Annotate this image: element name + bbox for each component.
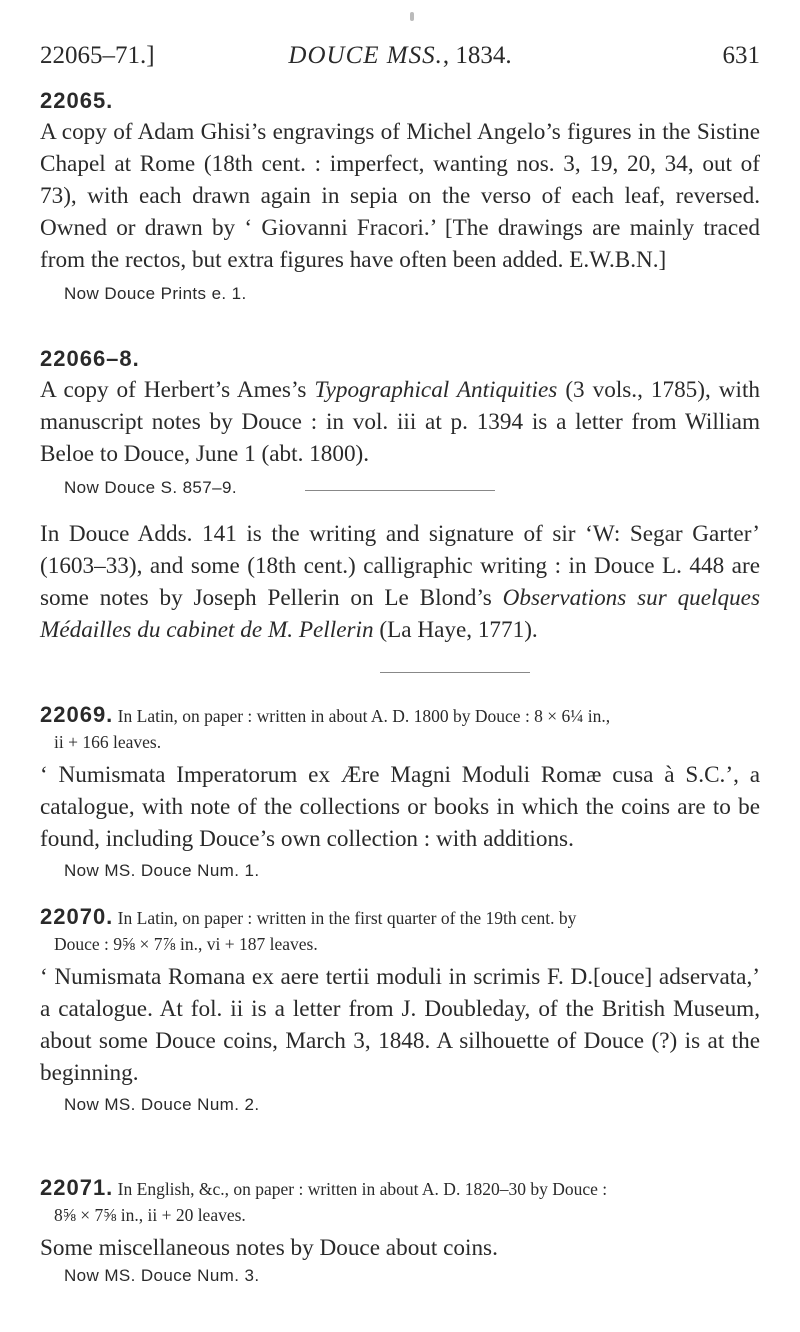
- entry-text: ‘ Numismata Romana ex aere tertii moduli in scrimis F. D.[ouce] adservata,’ a catalogue. At fol. ii is a letter from J. Doubleday, of the British Museum, about some Douce coins, March 3, 1848. A silhouette of Douce (?) is at the beginning.: [40, 964, 760, 1086]
- entry-22069: [40, 702, 760, 881]
- entry-number: 22071.: [40, 1175, 114, 1200]
- shelfmark: Now MS. Douce Num. 2.: [64, 1095, 260, 1114]
- entry-22065: [40, 88, 760, 304]
- desc-line-2: 8⅝ × 7⅝ in., ii + 20 leaves.: [54, 1205, 246, 1225]
- entry-text-before: A copy of Herbert’s Ames’s: [40, 377, 315, 403]
- entry-number: 22069.: [40, 702, 114, 727]
- header-title: [40, 42, 760, 70]
- note-after: (La Haye, 1771).: [373, 617, 538, 643]
- entry-number: 22070.: [40, 904, 114, 929]
- divider-rule: [380, 672, 530, 673]
- entry-22070: [40, 904, 760, 1115]
- shelfmark: Now MS. Douce Num. 3.: [64, 1266, 260, 1285]
- entry-text: [40, 374, 760, 470]
- desc-line-1: In Latin, on paper : written in about A. D. 1800 by Douce : 8 × 6¼ in.,: [117, 706, 611, 726]
- header-title-italic: DOUCE MSS.: [288, 42, 443, 69]
- entry-text-italic: Typographical Antiquities: [314, 377, 558, 403]
- entry-text: Some miscellaneous notes by Douce about coins.: [40, 1235, 498, 1261]
- entry-text: ‘ Numismata Imperatorum ex Ære Magni Moduli Romæ cusa à S.C.’, a catalogue, with note of the collections or books in which the coins are to be found, including Douce’s own collection : with additions.: [40, 762, 760, 852]
- desc-line-1: In Latin, on paper : written in the first quarter of the 19th cent. by: [117, 908, 577, 928]
- header-page-number: 631: [722, 42, 760, 69]
- divider-rule: [305, 490, 495, 491]
- desc-line-2: Douce : 9⅝ × 7⅞ in., vi + 187 leaves.: [54, 934, 318, 954]
- entry-22066-8: [40, 346, 760, 498]
- header-year: , 1834.: [442, 42, 512, 69]
- entry-description: [40, 702, 760, 729]
- entry-text-after: (3 vols., 1785), with manuscript notes by Douce : in vol. iii at p. 1394 is a letter from William Beloe to Douce, June 1 (abt. 1800).: [40, 377, 760, 467]
- entry-22071: [40, 1175, 760, 1286]
- note-text: [40, 518, 760, 646]
- shelfmark: Now MS. Douce Num. 1.: [64, 861, 260, 880]
- header-range: 22065–71.]: [40, 42, 155, 69]
- note-before: In Douce Adds. 141 is the writing and signature of sir ‘W: Segar Garter’ (1603–33), and some (18th cent.) calligraphic writing : in Douce L. 448 are some notes by Joseph Pellerin on Le Blond’s: [40, 521, 760, 611]
- shelfmark: Now Douce Prints e. 1.: [64, 284, 247, 303]
- entry-number: 22065.: [40, 88, 114, 113]
- note-paragraph: [40, 518, 760, 646]
- running-header: [40, 42, 760, 76]
- desc-line-1: In English, &c., on paper : written in about A. D. 1820–30 by Douce :: [117, 1179, 608, 1199]
- print-speck: [410, 12, 414, 21]
- note-italic: Observations sur quelques Médailles du cabinet de M. Pellerin: [40, 585, 760, 643]
- desc-line-2: ii + 166 leaves.: [54, 732, 162, 752]
- entry-description: [40, 1175, 760, 1202]
- entry-number: 22066–8.: [40, 346, 140, 371]
- entry-text: A copy of Adam Ghisi’s engravings of Michel Angelo’s figures in the Sistine Chapel at Rome (18th cent. : imperfect, wanting nos. 3, 19, 20, 34, out of 73), with each drawn again in sepia on the verso of each leaf, reversed. Owned or drawn by ‘ Giovanni Fracori.’ [The drawings are mainly traced from the rectos, but extra figures have often been added. E.W.B.N.]: [40, 119, 760, 273]
- entry-description: [40, 904, 760, 931]
- shelfmark: Now Douce S. 857–9.: [64, 478, 237, 497]
